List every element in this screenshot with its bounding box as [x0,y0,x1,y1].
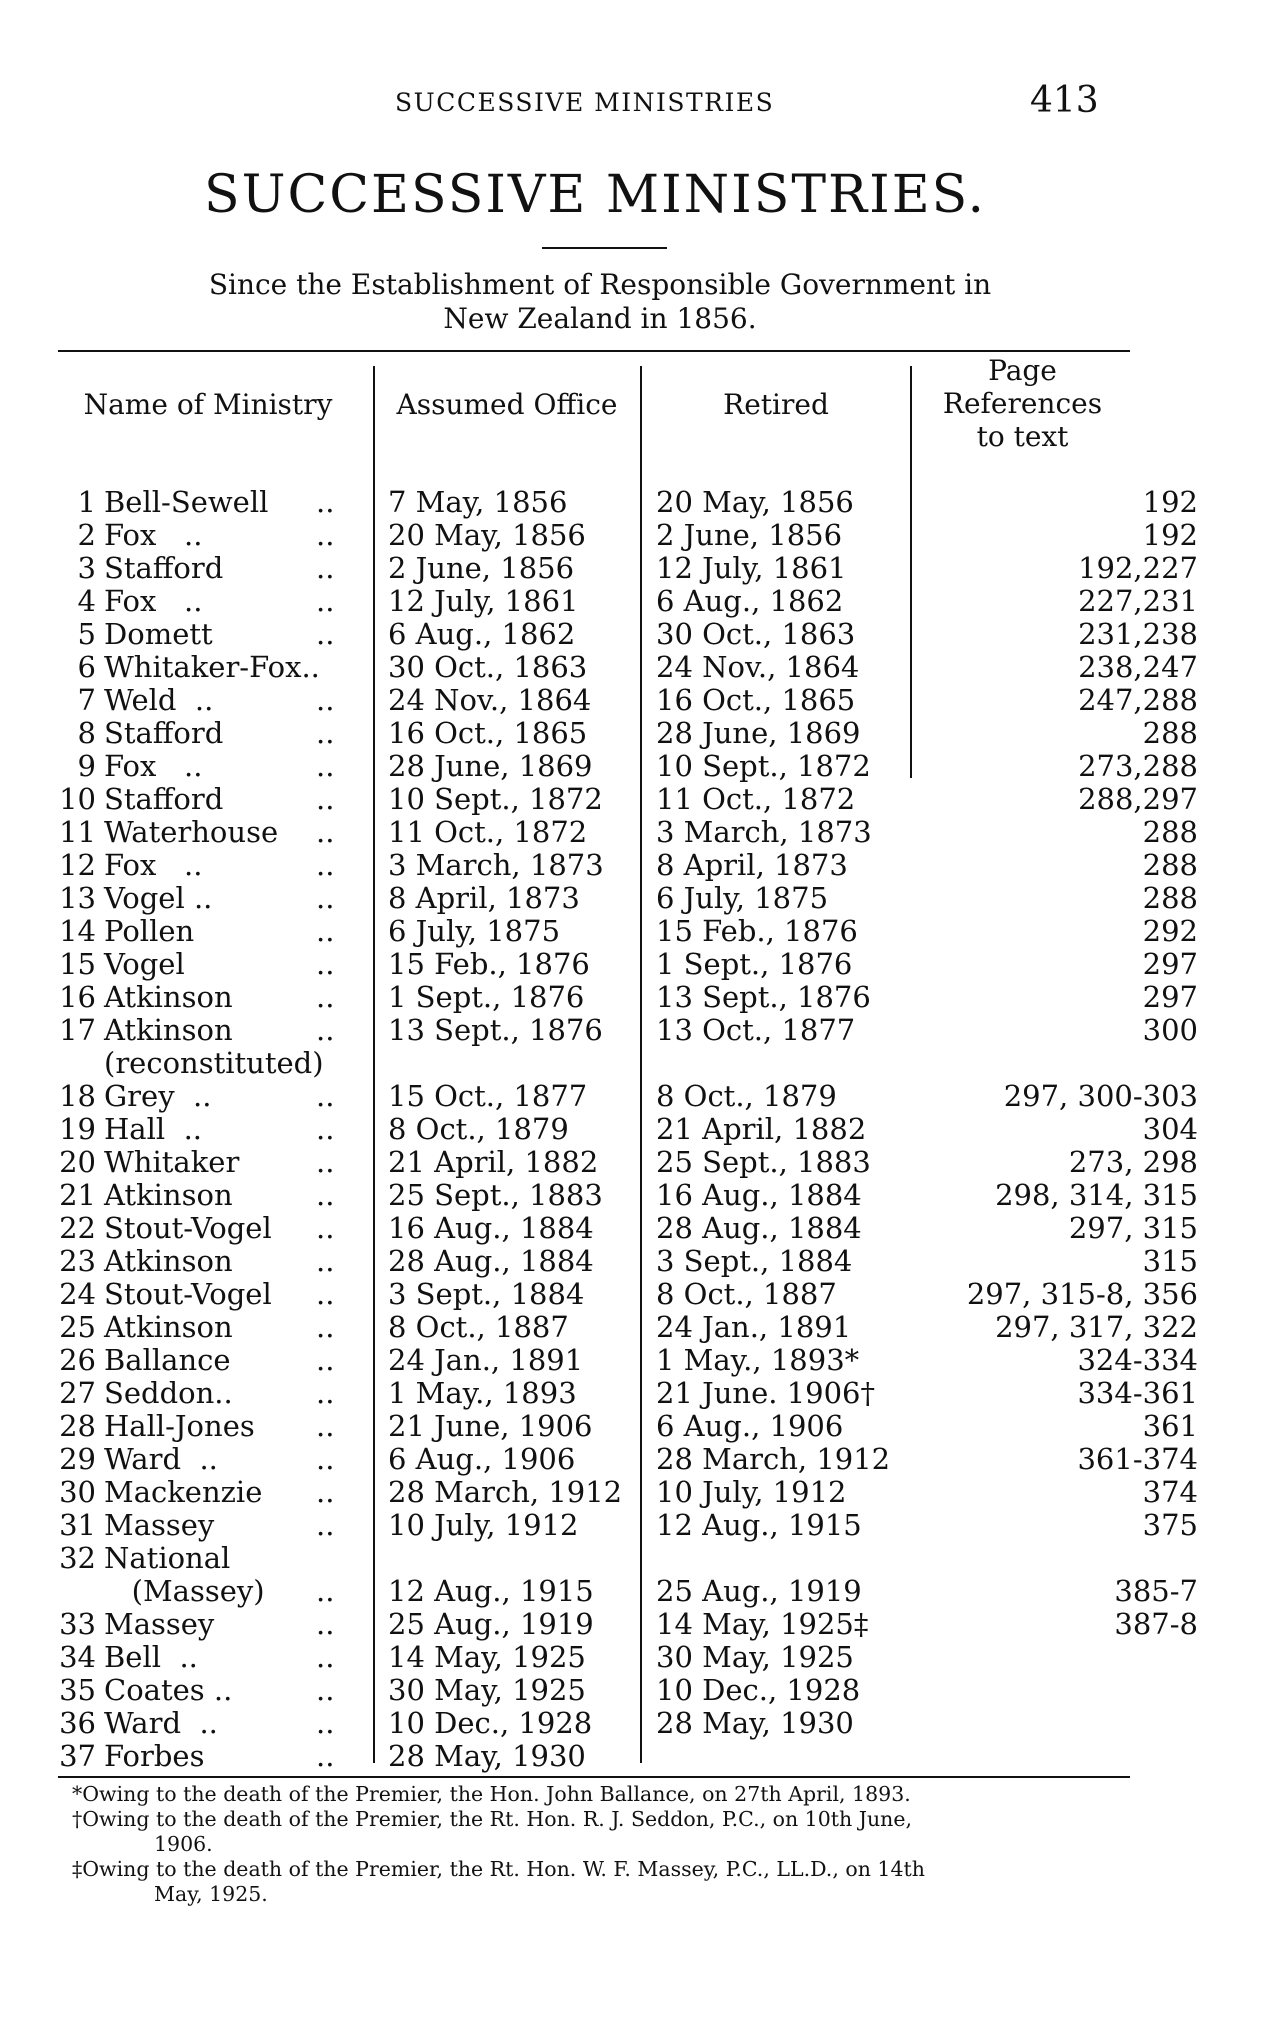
leader-dots: .. [316,518,335,552]
ministry-number: 23 [59,1244,96,1278]
leader-dots: .. [316,1442,335,1476]
assumed-office: 1 May., 1893 [388,1376,577,1410]
ministry-number: 20 [59,1145,96,1179]
ministry-name: Vogel .. [104,881,213,915]
ministry-name: National [104,1541,231,1575]
footnote-double-dagger [72,1857,1132,1907]
page-references: 297, 315-8, 356 [966,1277,1198,1311]
leader-dots: .. [316,1607,335,1641]
ministry-name: Atkinson [104,1310,233,1344]
table-row [58,617,1198,651]
table-row [58,1542,1148,1575]
assumed-office: 2 June, 1856 [388,551,575,585]
subtitle-line-1: Since the Establishment of Responsible Government in [208,268,992,301]
leader-dots: .. [316,1508,335,1542]
leader-dots: .. [316,1112,335,1146]
ministry-number: 29 [59,1442,96,1476]
footnote-star: *Owing to the death of the Premier, the Hon. John Ballance, on 27th April, 1893. [72,1782,911,1806]
retired-date: 8 Oct., 1887 [656,1277,837,1311]
ministry-number: 17 [59,1013,96,1047]
header-gap [58,466,1130,472]
retired-date: 24 Jan., 1891 [656,1310,852,1344]
assumed-office: 10 Dec., 1928 [388,1706,593,1740]
retired-date: 2 June, 1856 [656,518,843,552]
page-references: 288 [1142,716,1198,750]
retired-date: 6 Aug., 1862 [656,584,844,618]
leader-dots: .. [316,980,335,1014]
page-references: 334-361 [1077,1376,1198,1410]
page-references: 273, 298 [1068,1145,1198,1179]
leader-dots: .. [316,551,335,585]
ministry-name: Stout-Vogel [104,1211,272,1245]
ministry-name: (reconstituted) [104,1046,324,1080]
assumed-office: 21 June, 1906 [388,1409,593,1443]
retired-date: 8 Oct., 1879 [656,1079,837,1113]
column-header-pages [915,354,1130,453]
table-row [58,749,1198,783]
title-rule [542,247,667,249]
ministry-number: 15 [59,947,96,981]
ministry-number: 4 [77,584,96,618]
table-row [58,1674,1148,1707]
ministry-name: Fox .. [104,518,203,552]
ministry-name: Atkinson [104,1244,233,1278]
retired-date: 20 May, 1856 [656,485,854,519]
assumed-office: 28 March, 1912 [388,1475,623,1509]
ministry-number: 2 [77,518,96,552]
leader-dots: .. [316,881,335,915]
page-references: 375 [1142,1508,1198,1542]
assumed-office: 15 Oct., 1877 [388,1079,588,1113]
ministry-name: Stafford [104,551,224,585]
page-references: 238,247 [1078,650,1198,684]
page-references: 288 [1142,815,1198,849]
ministry-number: 10 [59,782,96,816]
page-references: 298, 314, 315 [995,1178,1198,1212]
assumed-office: 6 July, 1875 [388,914,561,948]
assumed-office: 10 Sept., 1872 [388,782,603,816]
leader-dots: .. [316,947,335,981]
retired-date: 28 June, 1869 [656,716,861,750]
ministry-number: 8 [77,716,96,750]
leader-dots: .. [316,1277,335,1311]
page-references: 315 [1142,1244,1198,1278]
ministry-number: 27 [59,1376,96,1410]
retired-date: 15 Feb., 1876 [656,914,858,948]
assumed-office: 16 Oct., 1865 [388,716,588,750]
column-header-assumed: Assumed Office [396,388,618,421]
retired-date: 10 Dec., 1928 [656,1673,861,1707]
assumed-office: 21 April, 1882 [388,1145,599,1179]
footnote-double-dagger-line-2: May, 1925. [154,1882,268,1906]
ministry-name: Vogel [104,947,185,981]
page-references: 297, 317, 322 [995,1310,1198,1344]
page-number: 413 [1030,80,1099,121]
ministry-name: Domett [104,617,213,651]
page-references: 361 [1142,1409,1198,1443]
table-row [58,1376,1198,1410]
ministry-number: 30 [59,1475,96,1509]
retired-date: 10 Sept., 1872 [656,749,871,783]
table-top-rule [58,350,1130,352]
assumed-office: 8 Oct., 1887 [388,1310,569,1344]
table-row [58,1641,1148,1674]
ministry-name: Fox .. [104,848,203,882]
page-references: 192 [1142,518,1198,552]
column-header-name: Name of Ministry [83,388,333,421]
ministry-name: Massey [104,1508,215,1542]
retired-date: 28 March, 1912 [656,1442,891,1476]
retired-date: 25 Sept., 1883 [656,1145,871,1179]
assumed-office: 10 July, 1912 [388,1508,579,1542]
page-references: 192 [1142,485,1198,519]
table-row [58,683,1198,717]
ministry-name: Hall-Jones [104,1409,255,1443]
assumed-office: 16 Aug., 1884 [388,1211,594,1245]
retired-date: 30 Oct., 1863 [656,617,856,651]
leader-dots: .. [316,716,335,750]
retired-date: 24 Nov., 1864 [656,650,860,684]
page-references: 288,297 [1078,782,1198,816]
assumed-office: 1 Sept., 1876 [388,980,585,1014]
ministry-number: 18 [59,1079,96,1113]
table-row [58,815,1198,849]
leader-dots: .. [316,815,335,849]
ministry-number: 21 [59,1178,96,1212]
page-references: 192,227 [1078,551,1198,585]
ministry-number: 16 [59,980,96,1014]
ministry-number: 19 [59,1112,96,1146]
page-references: 374 [1142,1475,1198,1509]
page-references: 231,238 [1078,617,1198,651]
table-row [58,1442,1198,1476]
assumed-office: 3 Sept., 1884 [388,1277,585,1311]
retired-date: 13 Sept., 1876 [656,980,871,1014]
ministry-name: Hall .. [104,1112,203,1146]
table-row [58,947,1198,981]
leader-dots: .. [316,683,335,717]
assumed-office: 8 April, 1873 [388,881,580,915]
leader-dots: .. [316,584,335,618]
ministry-name: Atkinson [104,980,233,1014]
ministry-name: Stafford [104,716,224,750]
ministry-number: 31 [59,1508,96,1542]
assumed-office: 28 Aug., 1884 [388,1244,594,1278]
table-row [58,1707,1148,1740]
table-row [58,1607,1198,1641]
table-row [58,1047,1148,1080]
ministry-name: Pollen [104,914,195,948]
page-references: 297 [1142,980,1198,1014]
page-references: 297, 315 [1068,1211,1198,1245]
page-references: 273,288 [1078,749,1198,783]
retired-date: 12 Aug., 1915 [656,1508,862,1542]
assumed-office: 13 Sept., 1876 [388,1013,603,1047]
table-row [58,1508,1198,1542]
footnote-dagger-line-1: †Owing to the death of the Premier, the Rt. Hon. R. J. Seddon, P.C., on 10th June, [72,1807,912,1831]
table-row [58,1244,1198,1278]
leader-dots: .. [316,485,335,519]
assumed-office: 11 Oct., 1872 [388,815,588,849]
retired-date: 28 May, 1930 [656,1706,854,1740]
table-row [58,782,1198,816]
table-row [58,1211,1198,1245]
subtitle-line-2: New Zealand in 1856. [443,302,757,335]
assumed-office: 28 May, 1930 [388,1739,586,1773]
page-references: 361-374 [1077,1442,1198,1476]
leader-dots: .. [316,1079,335,1113]
ministry-name: Stafford [104,782,224,816]
table-row [58,1145,1198,1179]
ministry-name: Bell .. [104,1640,198,1674]
subtitle [170,268,1030,336]
ministry-name: Stout-Vogel [104,1277,272,1311]
retired-date: 3 Sept., 1884 [656,1244,853,1278]
page-references: 292 [1142,914,1198,948]
retired-date: 30 May, 1925 [656,1640,854,1674]
leader-dots: .. [316,1574,335,1608]
retired-date: 6 Aug., 1906 [656,1409,844,1443]
leader-dots: .. [316,1475,335,1509]
leader-dots: .. [316,1376,335,1410]
ministry-number: 28 [59,1409,96,1443]
leader-dots: .. [316,1640,335,1674]
ministry-number: 3 [77,551,96,585]
assumed-office: 8 Oct., 1879 [388,1112,569,1146]
ministry-number: 33 [59,1607,96,1641]
ministry-number: 13 [59,881,96,915]
ministry-name: Atkinson [104,1178,233,1212]
assumed-office: 20 May, 1856 [388,518,586,552]
table-row [58,1574,1198,1608]
ministry-name: Fox .. [104,584,203,618]
ministry-number: 26 [59,1343,96,1377]
page-references: 385-7 [1114,1574,1198,1608]
table-row [58,1013,1198,1047]
assumed-office: 30 May, 1925 [388,1673,586,1707]
table-row [58,1112,1198,1146]
page-title: SUCCESSIVE MINISTRIES. [204,165,986,225]
footnote-double-dagger-line-1: ‡Owing to the death of the Premier, the Rt. Hon. W. F. Massey, P.C., LL.D., on 14th [72,1857,925,1881]
leader-dots: .. [316,1706,335,1740]
page-references: 297 [1142,947,1198,981]
ministry-number: 14 [59,914,96,948]
page-references: 227,231 [1078,584,1198,618]
retired-date: 16 Oct., 1865 [656,683,856,717]
table-row [58,914,1198,948]
footnote-dagger-line-2: 1906. [154,1832,213,1856]
retired-date: 3 March, 1873 [656,815,872,849]
ministry-number: 24 [59,1277,96,1311]
table-row [58,485,1198,519]
leader-dots: .. [316,1409,335,1443]
table-row [58,881,1198,915]
retired-date: 25 Aug., 1919 [656,1574,862,1608]
table-row [58,716,1198,750]
page-references: 300 [1142,1013,1198,1047]
assumed-office: 15 Feb., 1876 [388,947,590,981]
ministry-name: Ward .. [104,1442,218,1476]
leader-dots: .. [316,1244,335,1278]
ministry-name: Massey [104,1607,215,1641]
table-row [58,1310,1198,1344]
table-row [58,518,1198,552]
table-row [58,848,1198,882]
ministry-number: 36 [59,1706,96,1740]
retired-date: 28 Aug., 1884 [656,1211,862,1245]
ministry-name: Whitaker [104,1145,240,1179]
assumed-office: 12 July, 1861 [388,584,579,618]
table-row [58,584,1198,618]
ministry-number: 34 [59,1640,96,1674]
leader-dots: .. [316,914,335,948]
ministry-name: Grey .. [104,1079,212,1113]
ministry-name: Weld .. [104,683,214,717]
retired-date: 6 July, 1875 [656,881,829,915]
table-row [58,980,1198,1014]
assumed-office: 3 March, 1873 [388,848,604,882]
retired-date: 1 Sept., 1876 [656,947,853,981]
leader-dots: .. [316,617,335,651]
ministry-name: Waterhouse [104,815,279,849]
table-row [58,1409,1198,1443]
ministry-name: Bell-Sewell [104,485,269,519]
ministry-number: 22 [59,1211,96,1245]
ministry-name: Seddon.. [104,1376,233,1410]
ministry-number: 32 [59,1541,96,1575]
retired-date: 21 June. 1906† [656,1376,876,1410]
leader-dots: .. [316,1673,335,1707]
ministry-number: 37 [59,1739,96,1773]
ministry-number: 6 [77,650,96,684]
column-header-pages-line-1: Page [988,354,1057,387]
leader-dots: .. [316,1178,335,1212]
ministry-number: 5 [77,617,96,651]
retired-date: 11 Oct., 1872 [656,782,856,816]
table-row [58,1277,1198,1311]
ministry-number: 12 [59,848,96,882]
assumed-office: 28 June, 1869 [388,749,593,783]
page-references: 247,288 [1078,683,1198,717]
ministry-number: 35 [59,1673,96,1707]
leader-dots: .. [316,1739,335,1773]
leader-dots: .. [316,749,335,783]
column-header-pages-line-2: References [942,387,1103,420]
page-references: 297, 300-303 [1003,1079,1198,1113]
assumed-office: 24 Jan., 1891 [388,1343,584,1377]
ministry-number: 11 [59,815,96,849]
retired-date: 16 Aug., 1884 [656,1178,862,1212]
page-references: 288 [1142,881,1198,915]
ministries-table-body [58,485,1198,1773]
ministry-name: Fox .. [104,749,203,783]
assumed-office: 6 Aug., 1906 [388,1442,576,1476]
leader-dots: .. [316,848,335,882]
assumed-office: 14 May, 1925 [388,1640,586,1674]
ministry-name: Atkinson [104,1013,233,1047]
column-header-pages-line-3: to text [976,420,1069,453]
leader-dots: .. [316,1310,335,1344]
ministry-number: 7 [77,683,96,717]
ministry-name: Ballance [104,1343,231,1377]
assumed-office: 24 Nov., 1864 [388,683,592,717]
retired-date: 8 April, 1873 [656,848,848,882]
leader-dots: .. [316,1013,335,1047]
ministry-name: Ward .. [104,1706,218,1740]
footnotes [72,1782,1132,1907]
ministry-number: 1 [77,485,96,519]
footnote-dagger [72,1807,1132,1857]
ministry-name: Coates .. [104,1673,233,1707]
page-references: 324-334 [1077,1343,1198,1377]
table-row [58,1475,1198,1509]
ministry-number: 9 [77,749,96,783]
table-bottom-rule [58,1776,1130,1778]
assumed-office: 12 Aug., 1915 [388,1574,594,1608]
ministry-name: Whitaker-Fox.. [104,650,320,684]
retired-date: 21 April, 1882 [656,1112,867,1146]
retired-date: 14 May, 1925‡ [656,1607,869,1641]
assumed-office: 30 Oct., 1863 [388,650,588,684]
retired-date: 10 July, 1912 [656,1475,847,1509]
page-references: 288 [1142,848,1198,882]
assumed-office: 25 Sept., 1883 [388,1178,603,1212]
ministry-name: Mackenzie [104,1475,263,1509]
running-head: SUCCESSIVE MINISTRIES [395,88,775,117]
assumed-office: 7 May, 1856 [388,485,568,519]
page-references: 387-8 [1114,1607,1198,1641]
table-row [58,1740,1148,1773]
retired-date: 1 May., 1893* [656,1343,860,1377]
table-row [58,1178,1198,1212]
ministry-name: (Massey) [104,1574,265,1608]
leader-dots: .. [316,1343,335,1377]
page-references: 304 [1142,1112,1198,1146]
leader-dots: .. [316,1211,335,1245]
retired-date: 12 July, 1861 [656,551,847,585]
table-row [58,650,1198,684]
table-row [58,1079,1198,1113]
assumed-office: 25 Aug., 1919 [388,1607,594,1641]
ministry-number: 25 [59,1310,96,1344]
retired-date: 13 Oct., 1877 [656,1013,856,1047]
leader-dots: .. [316,1145,335,1179]
ministry-name: Forbes [104,1739,205,1773]
table-row [58,551,1198,585]
column-header-retired: Retired [723,388,829,421]
leader-dots: .. [316,782,335,816]
table-row [58,1343,1198,1377]
assumed-office: 6 Aug., 1862 [388,617,576,651]
